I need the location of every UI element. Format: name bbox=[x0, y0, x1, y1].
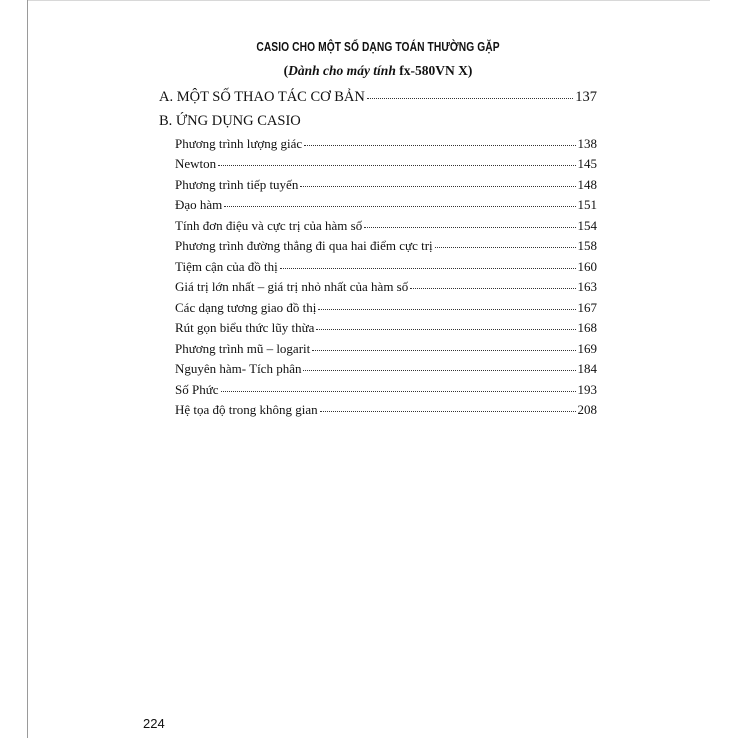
page-number: 224 bbox=[143, 716, 165, 731]
page-title: CASIO CHO MỘT SỐ DẠNG TOÁN THƯỜNG GẶP bbox=[256, 40, 500, 54]
toc-item[interactable] bbox=[175, 238, 597, 254]
toc-item-label: Phương trình mũ – logarit bbox=[175, 341, 311, 356]
toc-leader-dots bbox=[304, 136, 575, 148]
toc-item[interactable] bbox=[175, 218, 597, 234]
toc-item[interactable] bbox=[175, 279, 597, 295]
toc-item-label: Nguyên hàm- Tích phân bbox=[175, 361, 302, 376]
toc-leader-dots bbox=[320, 402, 576, 414]
toc-page-number: 169 bbox=[577, 341, 597, 356]
toc-page-number: 163 bbox=[577, 279, 597, 294]
toc-page-number: 168 bbox=[577, 320, 597, 335]
toc-item-label: Hệ tọa độ trong không gian bbox=[175, 402, 318, 417]
toc-leader-dots bbox=[316, 320, 575, 332]
toc-leader-dots bbox=[221, 382, 576, 394]
toc-item[interactable] bbox=[175, 341, 597, 357]
toc-page-number: 208 bbox=[577, 402, 597, 417]
toc-item-label: Rút gọn biểu thức lũy thừa bbox=[175, 320, 315, 335]
subtitle-open-paren: ( bbox=[283, 63, 289, 78]
toc-item[interactable] bbox=[175, 197, 597, 213]
toc-item[interactable] bbox=[175, 259, 597, 275]
toc-item[interactable] bbox=[175, 382, 597, 398]
toc-page-number: 138 bbox=[577, 136, 597, 151]
toc-page-number: 145 bbox=[577, 156, 597, 171]
toc-page-number: 154 bbox=[577, 218, 597, 233]
toc-page-number: 184 bbox=[577, 361, 597, 376]
toc-section-b bbox=[159, 113, 597, 129]
subtitle-model: fx-580VN X bbox=[395, 63, 468, 78]
toc-leader-dots bbox=[435, 238, 576, 250]
toc-leader-dots bbox=[224, 197, 575, 209]
toc-item-label: Số Phức bbox=[175, 382, 219, 397]
toc-leader-dots bbox=[300, 177, 575, 189]
toc-leader-dots bbox=[318, 300, 575, 312]
toc-item-label: Các dạng tương giao đồ thị bbox=[175, 300, 317, 315]
toc-item-label: Phương trình đường thẳng đi qua hai điểm cực trị bbox=[175, 238, 433, 253]
toc-leader-dots bbox=[303, 361, 575, 373]
toc-item-label: Tiệm cận của đồ thị bbox=[175, 259, 278, 274]
toc-page-number: 137 bbox=[575, 89, 597, 105]
toc-item-label: Tính đơn điệu và cực trị của hàm số bbox=[175, 218, 363, 233]
toc-item[interactable] bbox=[175, 320, 597, 336]
toc-item-label: Giá trị lớn nhất – giá trị nhỏ nhất của hàm số bbox=[175, 279, 409, 294]
page-left-edge bbox=[27, 0, 28, 738]
toc-leader-dots bbox=[280, 259, 576, 271]
subtitle-close-paren: ) bbox=[467, 63, 473, 78]
toc-item-label: Đạo hàm bbox=[175, 197, 223, 212]
toc-page-number: 148 bbox=[577, 177, 597, 192]
toc-item[interactable] bbox=[175, 300, 597, 316]
toc-leader-dots bbox=[367, 89, 573, 101]
toc-page-number: 151 bbox=[577, 197, 597, 212]
toc-section-label: B. ỨNG DỤNG CASIO bbox=[159, 113, 301, 129]
toc-item[interactable] bbox=[175, 402, 597, 418]
toc-item-label: Phương trình tiếp tuyến bbox=[175, 177, 299, 192]
toc-item[interactable] bbox=[175, 156, 597, 172]
toc-leader-dots bbox=[218, 156, 575, 168]
toc-item-label: Phương trình lượng giác bbox=[175, 136, 303, 151]
toc-item-label: Newton bbox=[175, 156, 217, 171]
toc-section-a[interactable] bbox=[159, 89, 597, 105]
toc-item[interactable] bbox=[175, 136, 597, 152]
toc-leader-dots bbox=[410, 279, 575, 291]
toc-leader-dots bbox=[312, 341, 575, 353]
toc-page-number: 193 bbox=[577, 382, 597, 397]
toc-item[interactable] bbox=[175, 177, 597, 193]
toc-page-number: 167 bbox=[577, 300, 597, 315]
subtitle-italic-text: Dành cho máy tính bbox=[288, 63, 396, 78]
toc-page-number: 160 bbox=[577, 259, 597, 274]
toc-page-number: 158 bbox=[577, 238, 597, 253]
toc-item[interactable] bbox=[175, 361, 597, 377]
toc-section-label: A. MỘT SỐ THAO TÁC CƠ BẢN bbox=[159, 89, 365, 105]
toc-leader-dots bbox=[364, 218, 575, 230]
page-top-edge bbox=[28, 0, 710, 1]
page-subtitle bbox=[0, 63, 738, 79]
